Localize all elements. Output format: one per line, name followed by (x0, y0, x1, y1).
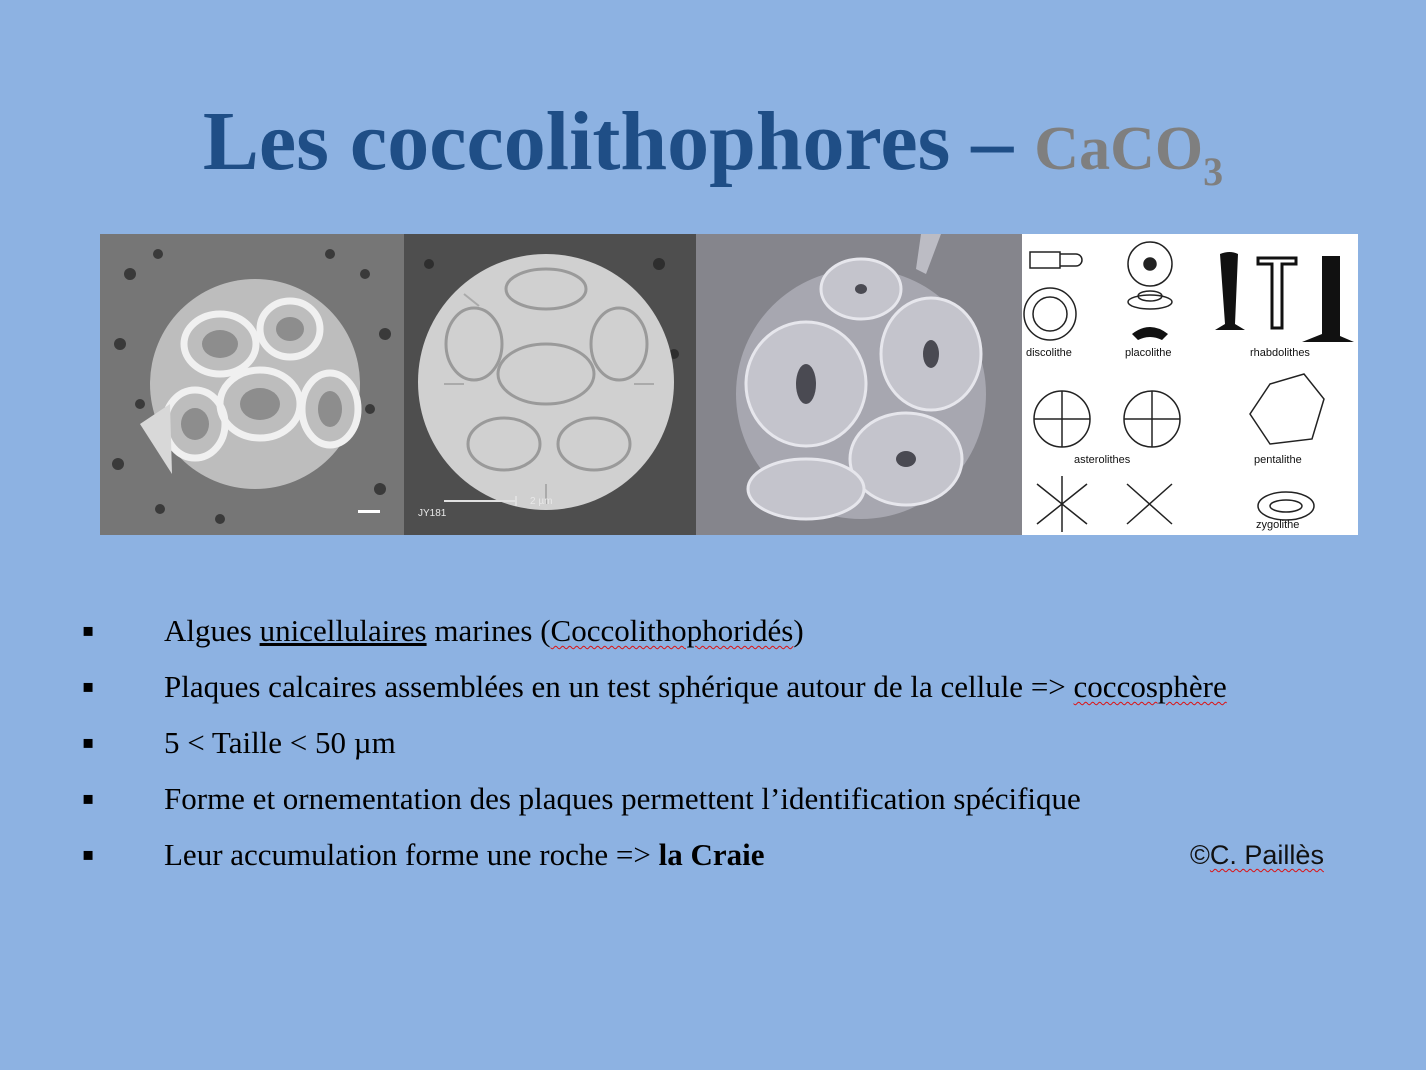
bullet-text: Leur accumulation forme une roche => la Craie (164, 837, 765, 872)
label-placolithe: placolithe (1125, 347, 1172, 359)
bullet-text: Algues unicellulaires marines (Coccolithophoridés) (164, 613, 804, 648)
copyright-symbol: © (1190, 840, 1210, 870)
bullet-marker: ▪ (82, 788, 95, 809)
sem-photo-2 (404, 234, 696, 535)
bullet-marker: ▪ (82, 620, 95, 641)
copyright-credit (1190, 840, 1324, 871)
title-formula: CaCO$_3$ (1034, 115, 1224, 194)
bullet-marker: ▪ (82, 844, 95, 865)
spellcheck-word: Coccolithophoridés (550, 613, 794, 648)
label-zygolithe: zygolithe (1256, 519, 1300, 531)
image-code-label: JY181 (418, 508, 447, 519)
coccosphere-image-1 (100, 234, 404, 535)
spellcheck-word: coccosphère (1073, 669, 1227, 704)
title-main: Les coccolithophores (202, 95, 951, 188)
bullet-text: 5 < Taille < 50 µm (164, 725, 396, 760)
bullet-marker: ▪ (82, 676, 95, 697)
underlined-word: unicellulaires (259, 613, 427, 648)
sem-photo-3 (696, 234, 1022, 535)
author-name: C. Paillès (1209, 840, 1324, 870)
formula-subscript: 3 (1203, 149, 1224, 194)
label-discolithe: discolithe (1026, 347, 1072, 359)
title-dash: – (950, 95, 1035, 188)
image-strip (100, 234, 1358, 535)
bullet-text: Plaques calcaires assemblées en un test sphérique autour de la cellule => coccosphère (164, 669, 1227, 704)
coccolith-drawings (1022, 234, 1358, 535)
coccolith-types-diagram (1022, 234, 1358, 535)
bullet-marker: ▪ (82, 732, 95, 753)
label-rhabdolithes: rhabdolithes (1250, 347, 1310, 359)
scale-bar-label: 2 µm (530, 496, 553, 507)
slide-title (0, 92, 1426, 199)
label-asterolithes: asterolithes (1074, 454, 1131, 466)
coccosphere-image-2 (404, 234, 696, 535)
bold-term: la Craie (658, 837, 765, 872)
coccosphere-image-3 (696, 234, 1022, 535)
label-pentalithe: pentalithe (1254, 454, 1302, 466)
sem-photo-1 (100, 234, 404, 535)
bullet-text: Forme et ornementation des plaques permettent l’identification spécifique (164, 781, 1081, 816)
